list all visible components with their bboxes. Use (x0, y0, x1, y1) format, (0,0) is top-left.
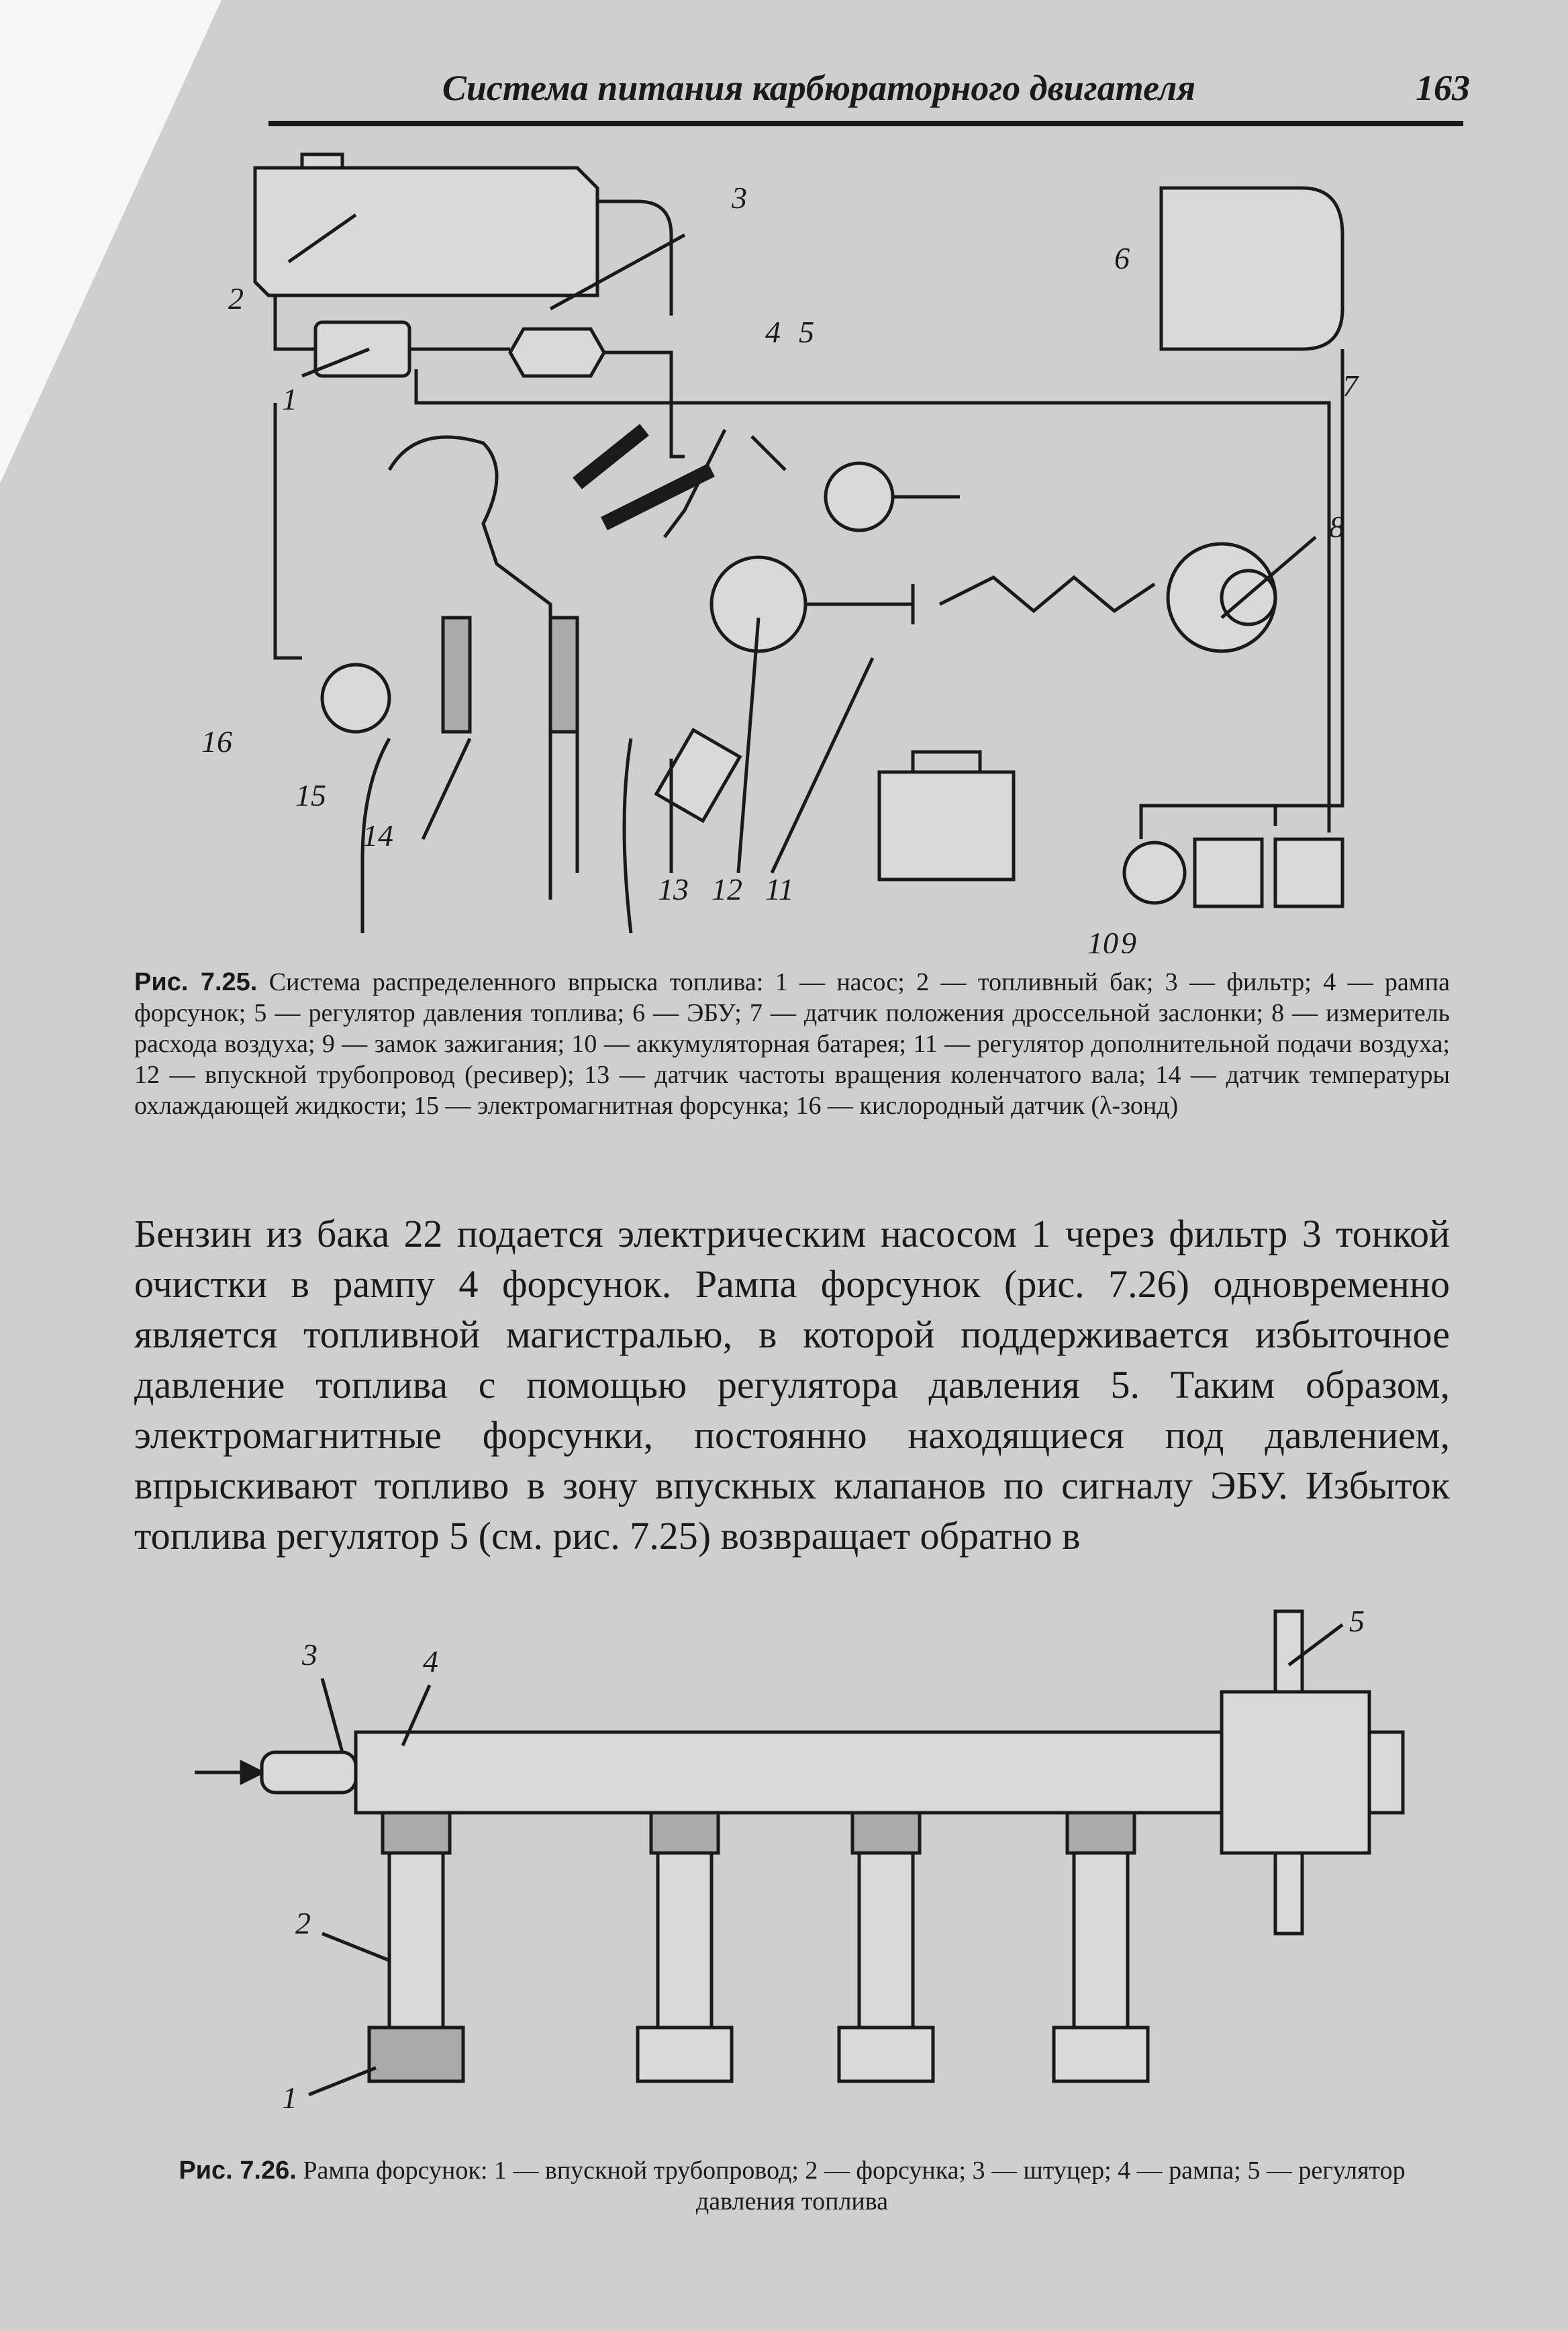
air-flow-meter (940, 577, 1155, 611)
ignition-switch (1124, 843, 1185, 903)
callout-6: 6 (1114, 241, 1130, 275)
fig2-callout-3: 3 (302, 1637, 317, 1672)
callout-10: 10 (1087, 926, 1118, 953)
callout-14: 14 (362, 818, 393, 853)
crankshaft-sensor (656, 730, 740, 820)
figure-7-25-diagram (201, 148, 1423, 953)
injector-3 (839, 1813, 933, 2081)
callout-3: 3 (732, 181, 747, 215)
running-header-title: Система питания карбюраторного двигателя (442, 68, 1196, 108)
page-number: 163 (1416, 68, 1470, 108)
page-corner-fold (0, 0, 222, 483)
fuel-tank (255, 168, 597, 295)
header-rule (268, 121, 1463, 126)
figure-7-26-caption-text: Рампа форсунок: 1 — впускной трубопровод; 2 — форсунка; 3 — штуцер; 4 — рампа; 5 — регулятор давления топлива (303, 2156, 1406, 2216)
figure-7-25-caption-number: Рис. 7.25. (134, 968, 258, 996)
callout-7: 7 (1342, 369, 1358, 403)
callout-4: 4 (765, 315, 781, 349)
fig2-callout-5: 5 (1349, 1604, 1365, 1638)
injector-1 (369, 1813, 463, 2081)
figure-7-26-caption (134, 2155, 1450, 2217)
figure-7-25-caption (134, 967, 1450, 1121)
pressure-regulator (1222, 1692, 1369, 1853)
callout-2: 2 (228, 281, 244, 316)
engine-cylinder-right (550, 618, 577, 732)
injector-2 (638, 1813, 732, 2081)
engine-cylinder-left (443, 618, 470, 732)
throttle-position-sensor (826, 463, 893, 530)
fig2-callout-2: 2 (295, 1906, 311, 1940)
callout-15: 15 (295, 778, 326, 812)
callout-8: 8 (1329, 510, 1344, 544)
figure-7-26-caption-number: Рис. 7.26. (179, 2156, 297, 2185)
callout-9: 9 (1121, 926, 1136, 953)
callout-11: 11 (765, 872, 794, 906)
callout-1: 1 (282, 382, 297, 416)
callout-13: 13 (658, 872, 689, 906)
fuel-pump (315, 322, 409, 376)
fitting (262, 1752, 356, 1793)
callout-12: 12 (712, 872, 742, 906)
fuel-filter (510, 329, 604, 376)
callout-5: 5 (799, 315, 814, 349)
figure-7-26-diagram (175, 1584, 1436, 2135)
fig2-callout-1: 1 (282, 2081, 297, 2115)
fig2-callout-4: 4 (423, 1644, 438, 1678)
figure-7-25-caption-text: Система распределенного впрыска топлива: 1 — насос; 2 — топливный бак; 3 — фильтр; 4 — рампа форсунок; 5 — регулятор давления топлива; 6 — ЭБУ; 7 — датчик положения дроссельной заслонки; 8 — измеритель расхода воздуха; 9 — замок зажигания; 10 — аккумуляторная батарея; 11 — регулятор дополнительной подачи воздуха; 12 — впускной трубопровод (ресивер); 13 — датчик частоты вращения коленчатого вала; 14 — датчик температуры охлаждающей жидкости; 15 — электромагнитная форсунка; 16 — кислородный датчик (λ-зонд) (134, 968, 1450, 1120)
injector-4 (1054, 1813, 1148, 2081)
body-paragraph: Бензин из бака 22 подается электрическим насосом 1 через фильтр 3 тонкой очистки в рампу 4 форсунок. Рампа форсунок (рис. 7.26) одновременно является топливной магистралью, в которой поддерживается избыточное давление топлива с помощью регулятора давления 5. Таким образом, электромагнитные форсунки, постоянно находящиеся под давлением, впрыскивают топливо в зону впускных клапанов по сигналу ЭБУ. Избыток топлива регулятор 5 (см. рис. 7.25) возвращает обратно в (134, 1212, 1450, 1558)
lambda-sensor (322, 665, 389, 732)
battery (879, 772, 1014, 879)
callout-16: 16 (201, 724, 232, 759)
ecu-box (1161, 188, 1342, 349)
